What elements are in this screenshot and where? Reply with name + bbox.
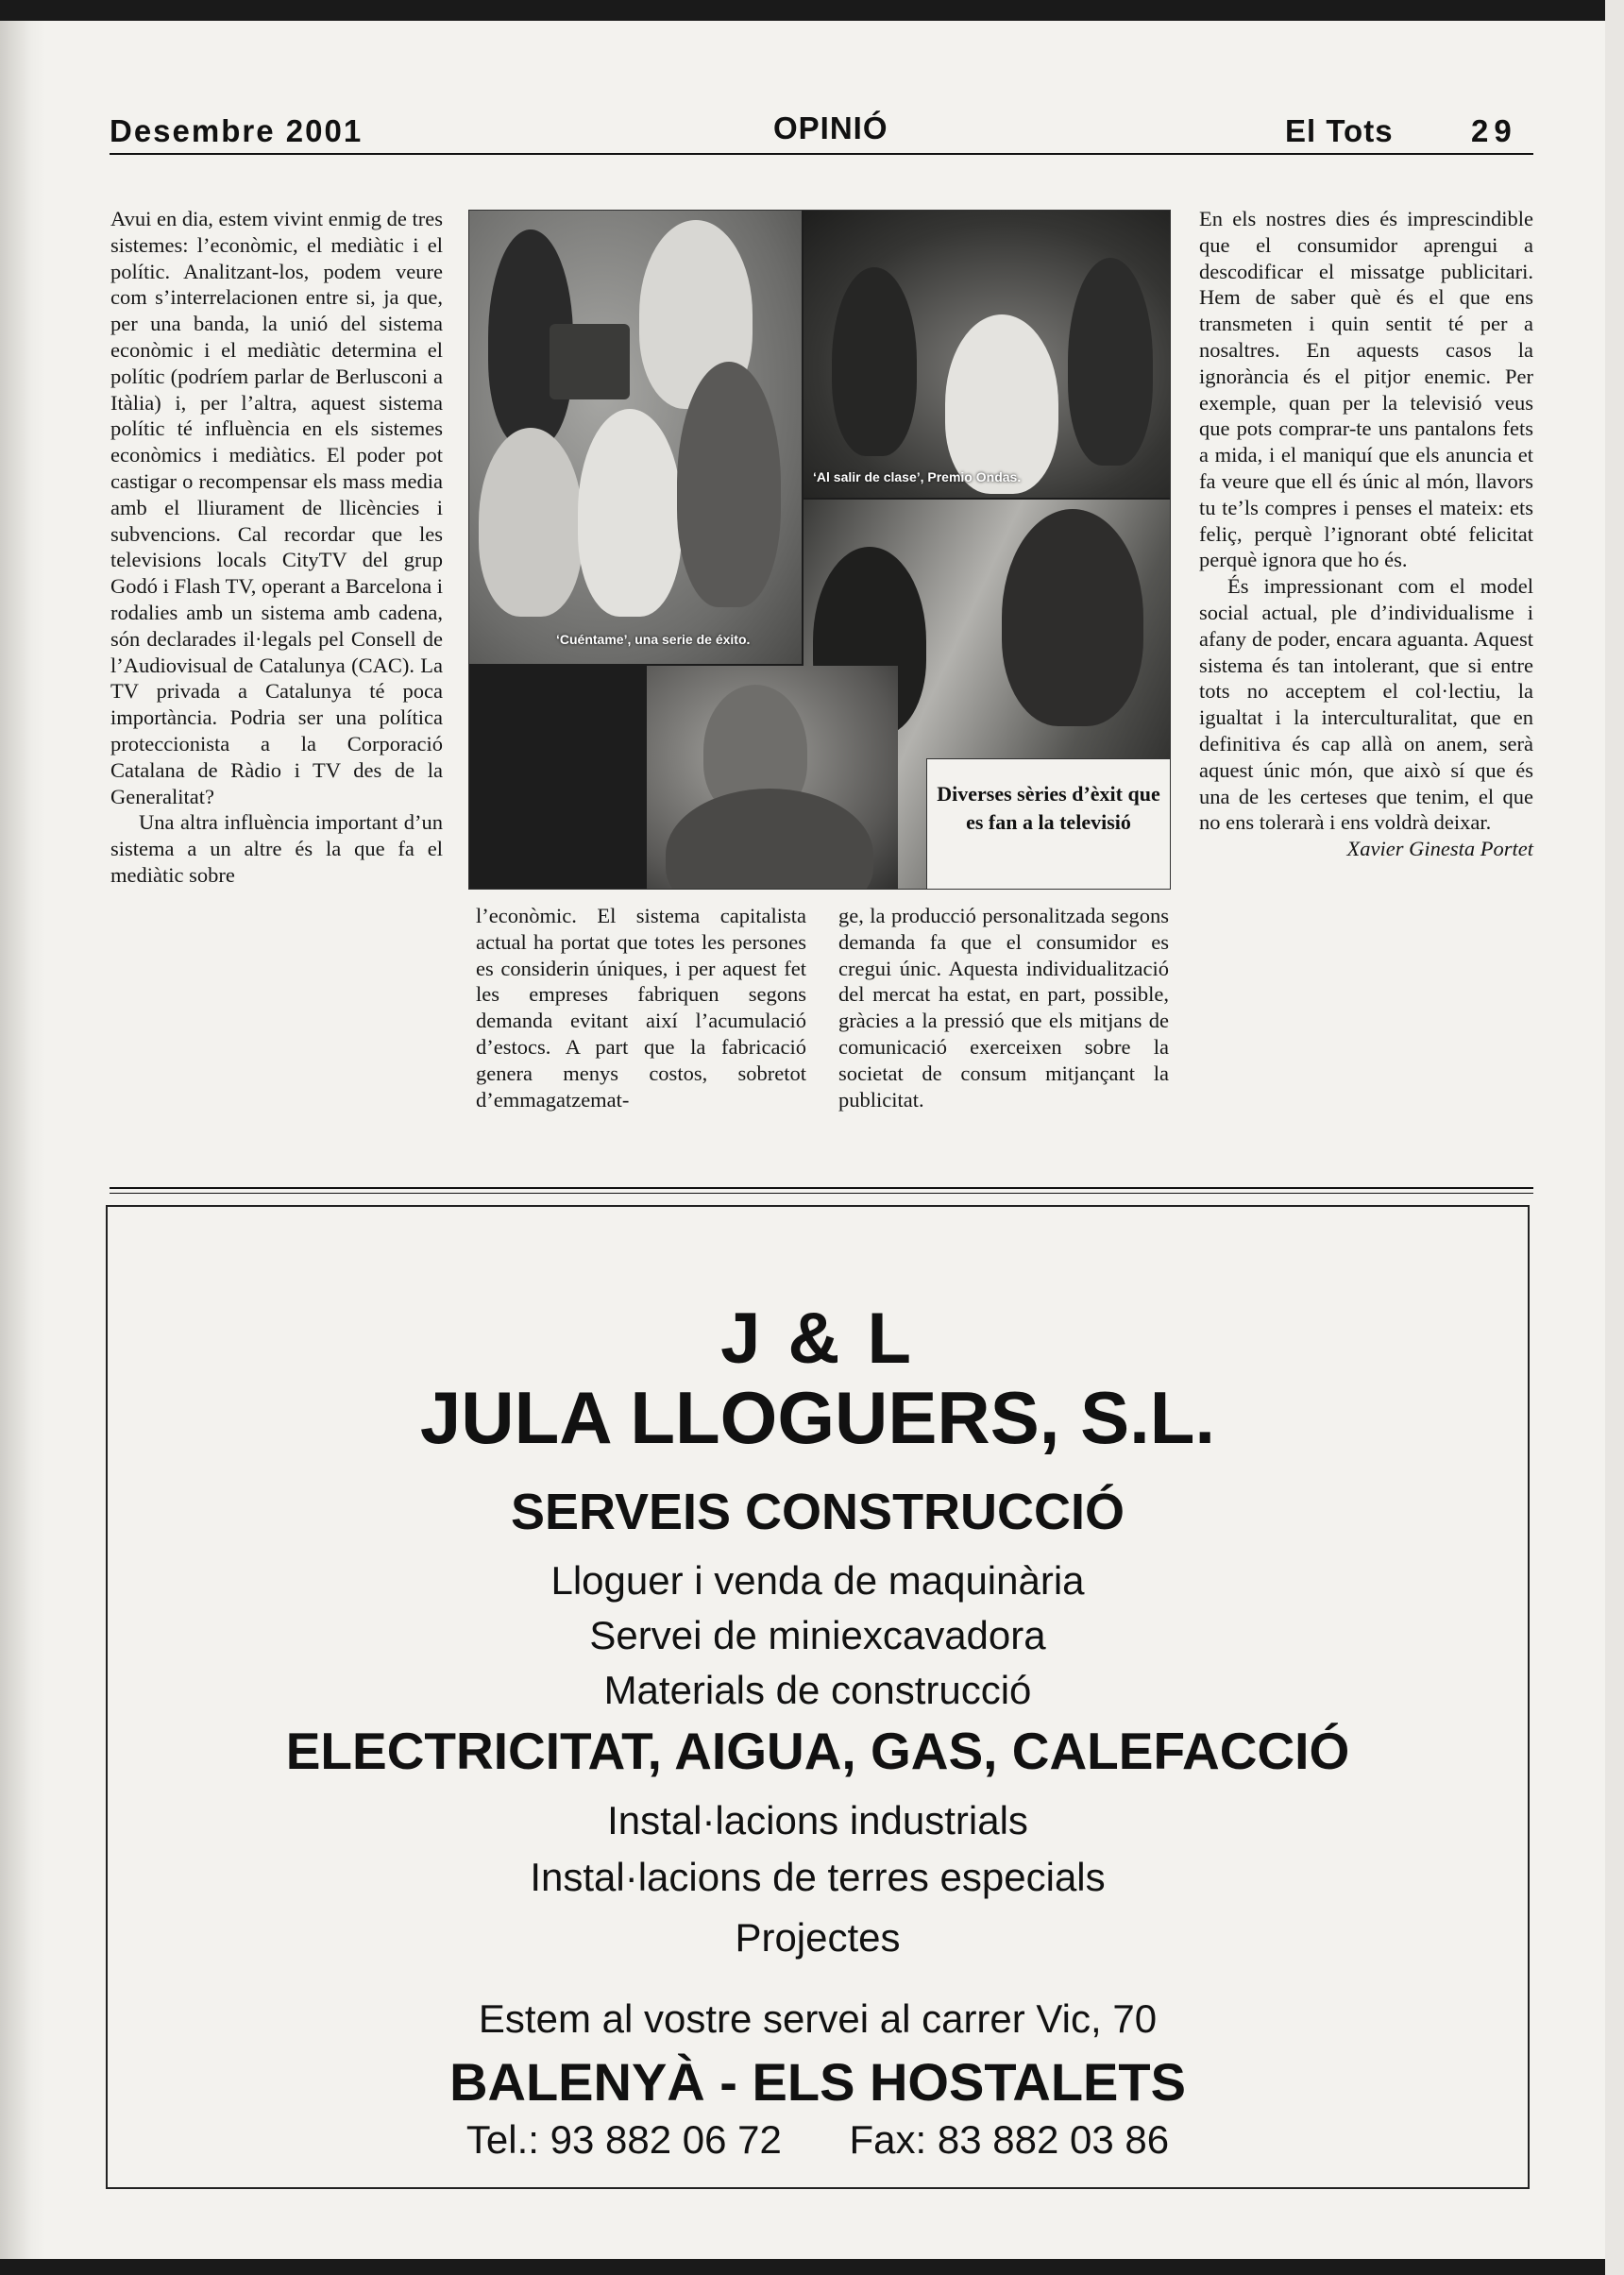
article-paragraph: És impressionant com el model social actual, ple d’individualisme i afany de poder, encara aguanta. Aquest sistema és tan intolerant, que si entre tots no acceptem el col·lectiu, la igualtat i la interculturalitat, que en definitiva és cap allà on anem, serà aquest únic món, que això sí que és una de les certeses que tenim, el que no ens tolerarà i ens voldrà deixar. bbox=[1199, 574, 1533, 835]
photo-box-caption: Diverses sèries d’èxit que es fan a la televisió bbox=[926, 758, 1170, 889]
ad-initials: J & L bbox=[720, 1299, 915, 1379]
article-paragraph: Avui en dia, estem vivint enmig de tres sistemes: l’econòmic, el mediàtic i el polític. Analitzant-los, podem veure com s’interrelacionen entre si, ja que, per una banda, la unió del sistema econòmic i el mediàtic determina el polític (podríem parlar de Berlusconi a Itàlia) i, per l’altra, aquest sistema polític té influència en els sistemes econòmics i mediàtics. El poder pot castigar o recompensar els mass media amb el lliurament de llicències i subvencions. Cal recordar que les televisions locals CityTV del grup Godó i Flash TV, operant a Barcelona i rodalies amb un sistema amb cadena, són declarades il·legals pel Consell de l’Audiovisual de Catalunya (CAC). La TV privada a Catalunya té poca importància. Podria ser una política proteccionista a la Corporació Catalana de Ràdio i TV des de la Generalitat? bbox=[110, 207, 444, 808]
photo-cuentame bbox=[469, 211, 802, 664]
ad-address: Estem al vostre servei al carrer Vic, 70 bbox=[478, 1996, 1158, 2041]
article-column-3 bbox=[838, 903, 1169, 1112]
article-column-1 bbox=[110, 206, 443, 889]
page-header bbox=[110, 94, 1533, 155]
photo-caption: ‘Cuéntame’, una serie de éxito. bbox=[556, 632, 751, 647]
advertisement-jula-lloguers bbox=[106, 1205, 1530, 2189]
photo-caption: ‘Al salir de clase’, Premio Ondas. bbox=[813, 469, 1022, 484]
ad-contact bbox=[108, 2117, 1528, 2163]
ad-utilities-heading: ELECTRICITAT, AIGUA, GAS, CALEFACCIÓ bbox=[285, 1722, 1350, 1780]
ad-town: BALENYÀ - ELS HOSTALETS bbox=[449, 2052, 1186, 2112]
article-author: Xavier Ginesta Portet bbox=[1346, 837, 1533, 861]
ad-company-name: JULA LLOGUERS, S.L. bbox=[419, 1376, 1216, 1459]
header-date: Desembre 2001 bbox=[110, 113, 364, 148]
photo-series-actor bbox=[647, 666, 898, 890]
ad-telephone: Tel.: 93 882 06 72 bbox=[465, 2117, 782, 2162]
section-divider-thin bbox=[110, 1193, 1533, 1194]
photo-al-salir-de-clase bbox=[804, 211, 1170, 498]
ad-fax: Fax: 83 882 03 86 bbox=[849, 2117, 1170, 2162]
magazine-page bbox=[0, 21, 1605, 2259]
ad-line: Instal·lacions industrials bbox=[607, 1798, 1028, 1842]
ad-line: Lloguer i venda de maquinària bbox=[550, 1558, 1085, 1603]
header-rule bbox=[110, 153, 1533, 155]
header-page-number: 29 bbox=[1471, 113, 1517, 148]
header-publication: El Tots bbox=[1285, 113, 1394, 148]
ad-services-heading: SERVEIS CONSTRUCCIÓ bbox=[510, 1484, 1125, 1540]
article-paragraph: l’econòmic. El sistema capitalista actual ha portat que totes les persones es considerin úniques, i per aquest fet les empreses fabriquen segons demanda evitant així l’acumulació d’estocs. A part que la fabricació genera menys costos, sobretot d’emmagatzemat- bbox=[476, 904, 806, 1112]
article-paragraph: ge, la producció personalitzada segons demanda fa que el consumidor es cregui únic. Aquesta individualització del mercat ha estat, en part, possible, gràcies a la pressió que els mitjans de comunicació exerceixen sobre la societat de consum mitjançant la publicitat. bbox=[838, 904, 1169, 1112]
article-paragraph: Una altra influència important d’un sistema a un altre és la que fa el mediàtic sobre bbox=[110, 810, 443, 887]
photo-collage bbox=[468, 210, 1171, 890]
page-right-edge bbox=[1605, 0, 1624, 2275]
article-column-4 bbox=[1199, 206, 1533, 862]
section-divider bbox=[110, 1187, 1533, 1189]
page-fold-shadow bbox=[0, 21, 45, 2259]
ad-line: Instal·lacions de terres especials bbox=[530, 1855, 1106, 1899]
ad-line: Materials de construcció bbox=[603, 1668, 1032, 1712]
ad-line: Servei de miniexcavadora bbox=[589, 1613, 1046, 1657]
article-column-2 bbox=[476, 903, 806, 1112]
header-section: OPINIÓ bbox=[773, 110, 888, 145]
ad-line: Projectes bbox=[735, 1915, 901, 1960]
article-paragraph: En els nostres dies és imprescindible que el consumidor aprengui a descodificar el missatge publicitari. Hem de saber què és el que ens transmeten i quin sentit té per a nosaltres. En aquests casos la ignorància és el pitjor enemic. Per exemple, quan per la televisió veus que pots comprar-te uns pantalons fets a mida, i el maniquí que els anuncia et fa veure que ell és únic al món, llavors tu te’ls compres i penses el mateix: ets feliç, perquè l’ignorant obté felicitat perquè ignora que ho és. bbox=[1199, 207, 1533, 572]
